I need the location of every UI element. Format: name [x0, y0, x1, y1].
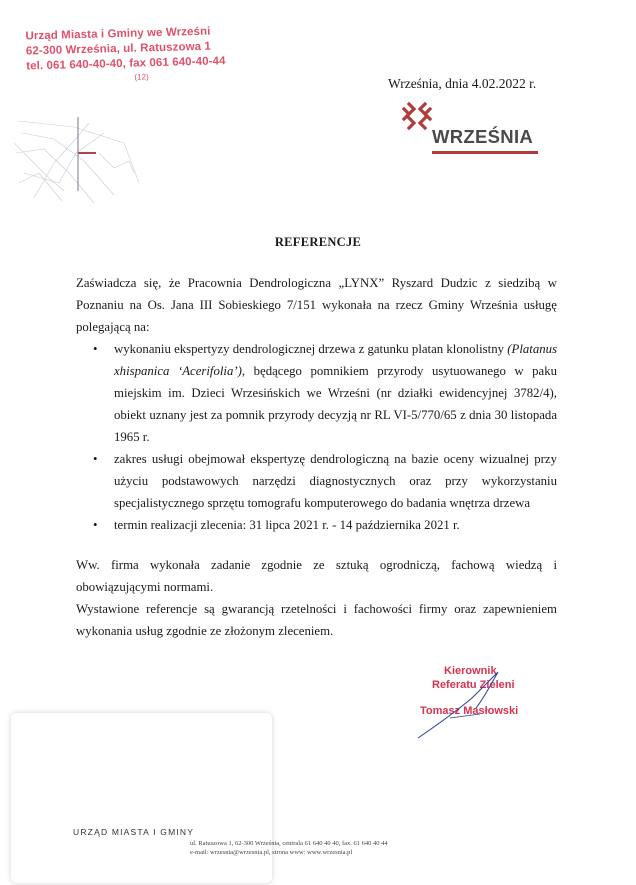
list-item: [76, 514, 557, 536]
stamp-line-3: tel. 061 640-40-40, fax 061 640-40-44: [26, 55, 226, 73]
bullet-icon: •: [93, 518, 98, 532]
bullet-1-text-end: , będącego pomnikiem przyrody usytuowanego w paku miejskim im. Dzieci Wrzesińskich we Wrześni (nr działki ewidencyjnej 3782/4), obiekt uznany jest za pomnik przyrody decyzją nr RL VI-5/770/65 z dnia 30 listopada 1965 r.: [114, 364, 557, 444]
closing-paragraph-1: Ww. firma wykonała zadanie zgodnie ze sztuką ogrodniczą, fachową wiedzą i obowiązującymi normami.: [76, 558, 557, 594]
footer-contact: [190, 839, 388, 857]
bullet-1-species-name: (Platanus xhispanica ‘Acerifolia’): [114, 342, 557, 378]
bullet-1-text-start: wykonaniu ekspertyzy dendrologicznej drzewa z gatunku platan klonolistny: [114, 342, 508, 356]
date-line: Września, dnia 4.02.2022 r.: [388, 76, 537, 91]
bullet-3-text: termin realizacji zlecenia: 31 lipca 2021 r. - 14 października 2021 r.: [114, 518, 460, 532]
intro-paragraph: Zaświadcza się, że Pracownia Dendrologiczna „LYNX” Ryszard Dudzic z siedzibą w Poznaniu na Os. Jana III Sobieskiego 7/151 wykonała na rzecz Gminy Września usługę polegającą na:: [76, 276, 557, 334]
stamp-line-1: Urząd Miasta i Gminy we Wrześni: [25, 25, 211, 43]
signature-department: Referatu Zieleni: [432, 679, 515, 691]
pencil-sketch-mark: [14, 113, 144, 208]
stamp-number: (12): [134, 72, 149, 82]
bullet-icon: •: [93, 342, 98, 356]
bullet-2-text: zakres usługi obejmował ekspertyzę dendrologiczną na bazie oceny wizualnej przy użyciu podstawowych narzędzi diagnostycznych oraz przy wykorzystaniu specjalistycznego sprzętu tomografu komputerowego do badania wnętrza drzewa: [114, 452, 557, 510]
footer-address: ul. Ratuszowa 1, 62-300 Września, centrala 61 640 40 40, fax. 61 640 40 44: [190, 840, 388, 847]
footer-email-web: e-mail: wrzesnia@wrzesnia.pl, strona www: www.wrzesnia.pl: [190, 849, 353, 856]
list-item: [76, 338, 557, 448]
wrzesnia-logo-icon: [400, 100, 434, 134]
logo-underline: [432, 151, 538, 154]
handwritten-signature-icon: [410, 668, 510, 740]
blank-overlay-panel: [11, 713, 272, 883]
wrzesnia-logo-text: WRZEŚNIA: [432, 126, 534, 147]
list-item: [76, 448, 557, 514]
signature-title: Kierownik: [444, 665, 497, 677]
service-list: [76, 338, 557, 536]
signature-name: Tomasz Masłowski: [420, 705, 519, 717]
footer-organization: URZĄD MIASTA I GMINY: [73, 827, 195, 837]
document-title: REFERENCJE: [274, 235, 362, 249]
bullet-icon: •: [93, 452, 98, 466]
office-stamp: [25, 25, 226, 85]
stamp-line-2: 62-300 Września, ul. Ratuszowa 1: [25, 40, 212, 58]
closing-paragraph-2: Wystawione referencje są gwarancją rzetelności i fachowości firmy oraz zapewnieniem wykonania usług zgodnie ze złożonym zleceniem.: [76, 602, 557, 638]
document-body: [76, 272, 557, 642]
